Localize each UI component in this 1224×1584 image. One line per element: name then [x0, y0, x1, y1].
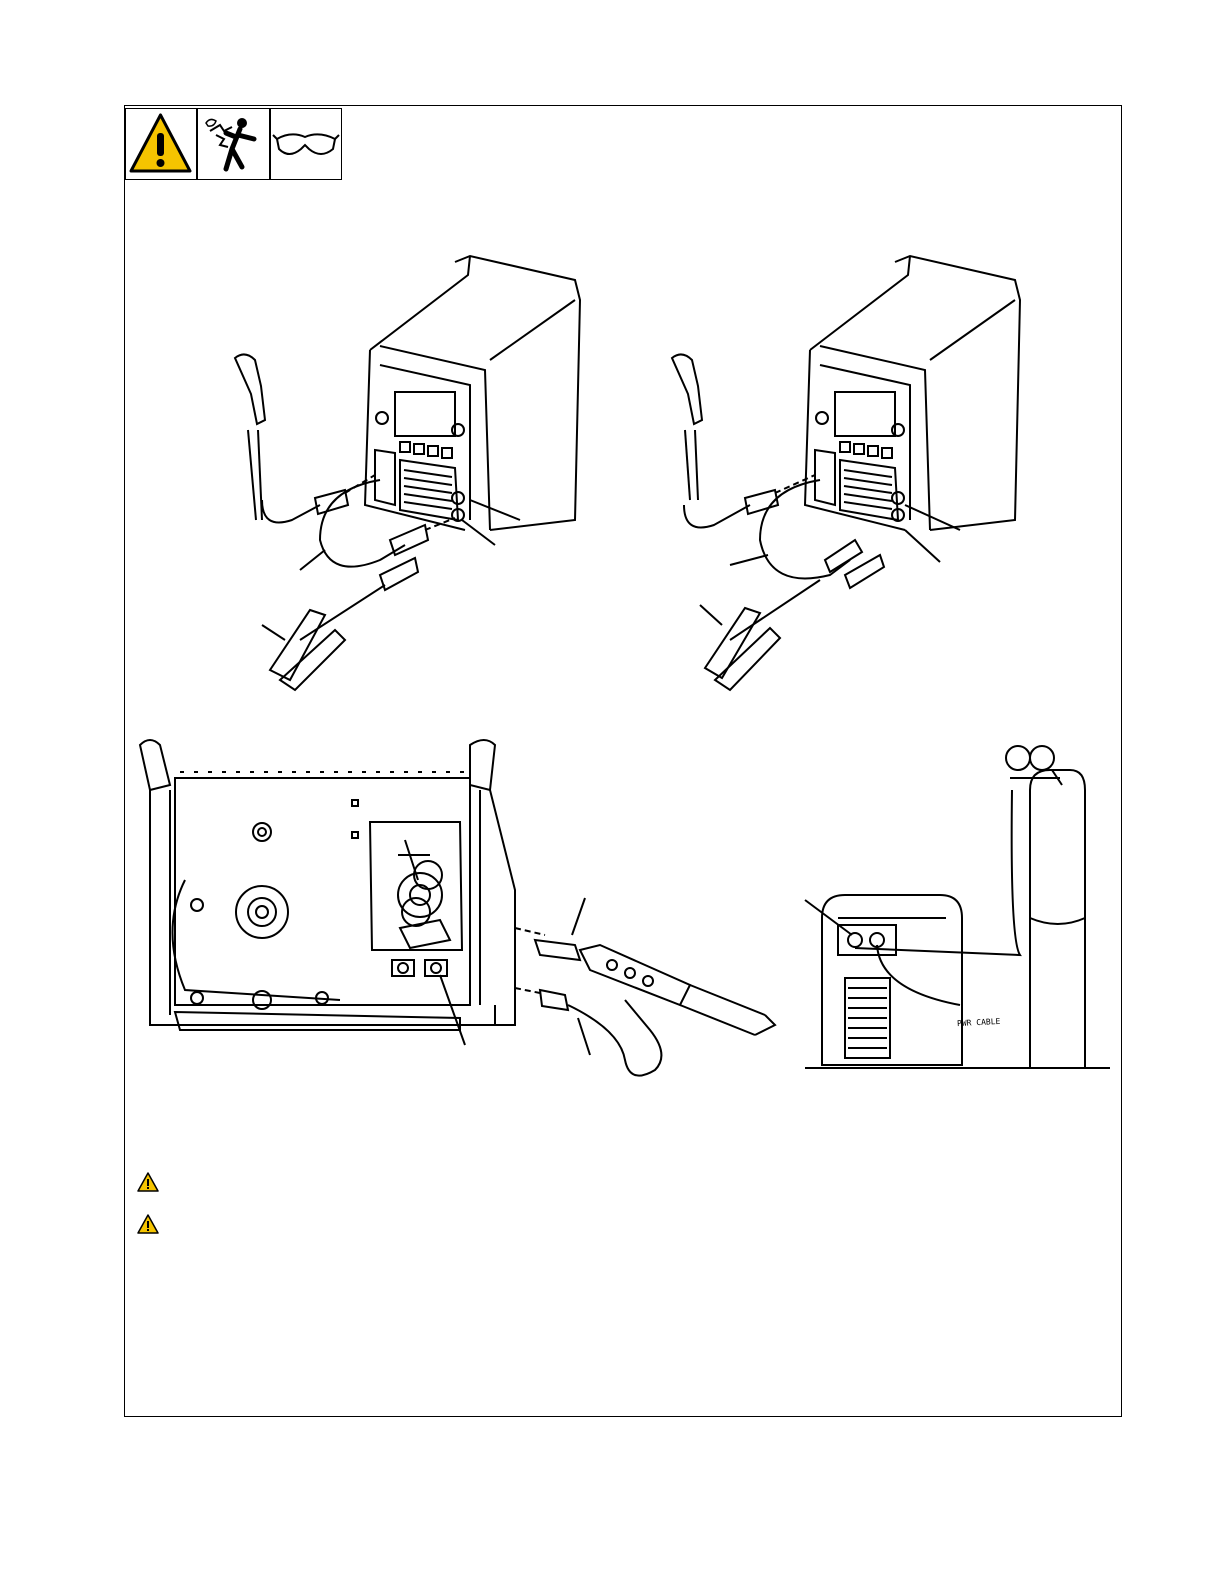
- power-cable-label: PWR CABLE: [956, 1016, 1001, 1029]
- welder-illustration-left: [235, 256, 580, 690]
- wire-feeder-side-view: [140, 740, 775, 1076]
- warning-triangle-icon: [137, 1214, 159, 1234]
- welder-illustration-right: [672, 256, 1020, 690]
- warning-triangle-icon: [137, 1172, 159, 1192]
